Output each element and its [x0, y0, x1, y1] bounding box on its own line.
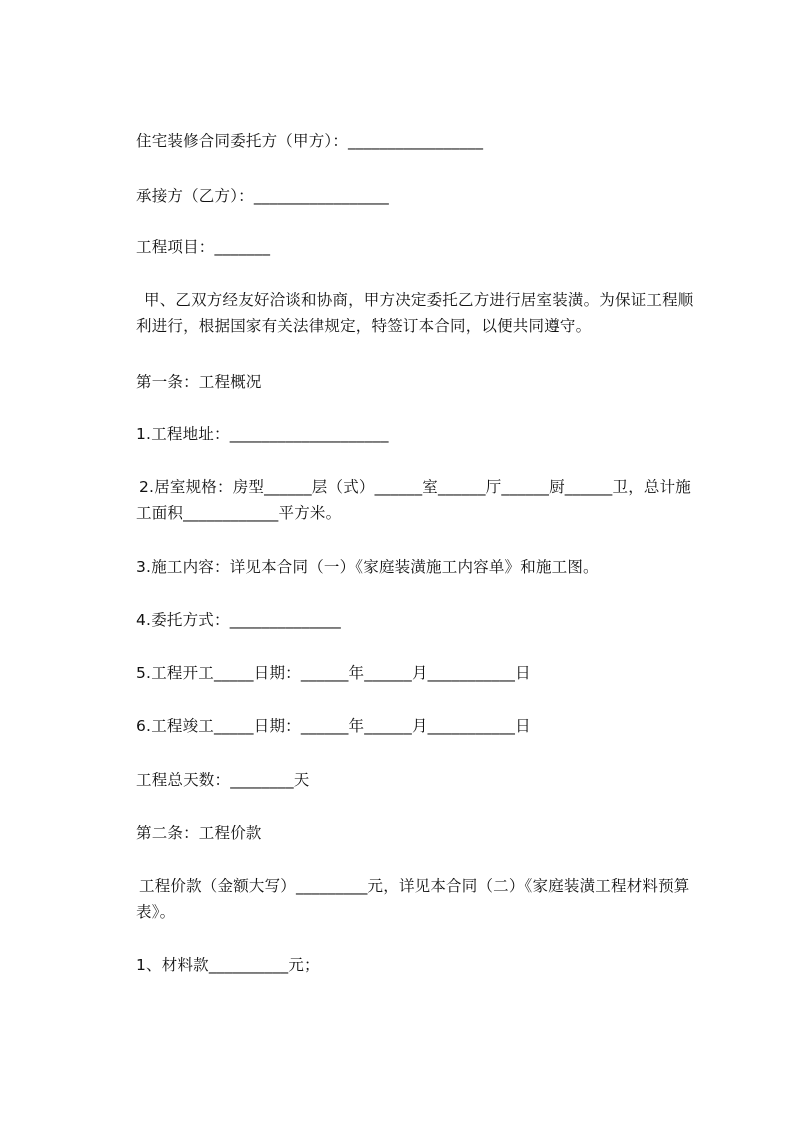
total-days-line: 工程总天数：________天 — [136, 771, 310, 789]
article-1-heading: 第一条：工程概况 — [136, 373, 262, 391]
intro-paragraph — [136, 287, 711, 339]
price-paragraph-line-1: 工程价款（金额大写）_________元，详见本合同（二）《家庭装潢工程材料预算 — [139, 877, 690, 895]
room-spec-item — [136, 474, 711, 526]
project-address-item: 1.工程地址：____________________ — [136, 425, 389, 443]
contractor-party-line: 承接方（乙方）：_________________ — [136, 187, 390, 205]
material-fee-item: 1、材料款__________元； — [136, 956, 320, 974]
completion-date-item: 6.工程竣工_____日期：______年______月___________日 — [136, 717, 531, 735]
intro-paragraph-line-1: 甲、乙双方经友好洽谈和协商，甲方决定委托乙方进行居室装潢。为保证工程顺 — [144, 291, 694, 309]
article-2-heading: 第二条：工程价款 — [136, 824, 262, 842]
construction-content-item: 3.施工内容：详见本合同（一）《家庭装潢施工内容单》和施工图。 — [136, 558, 599, 576]
room-spec-line-1: 2.居室规格：房型______层（式）______室______厅______厨______卫，总计施 — [139, 478, 691, 496]
commission-method-item: 4.委托方式：______________ — [136, 611, 341, 629]
price-paragraph-line-2: 表》。 — [136, 903, 176, 921]
client-party-line: 住宅装修合同委托方（甲方）：_________________ — [136, 132, 484, 150]
intro-paragraph-line-2: 利进行，根据国家有关法律规定，特签订本合同，以便共同遵守。 — [136, 317, 592, 335]
room-spec-line-2: 工面积____________平方米。 — [136, 504, 342, 522]
start-date-item: 5.工程开工_____日期：______年______月___________日 — [136, 664, 531, 682]
project-name-line: 工程项目：_______ — [136, 238, 271, 256]
price-paragraph — [136, 873, 711, 925]
